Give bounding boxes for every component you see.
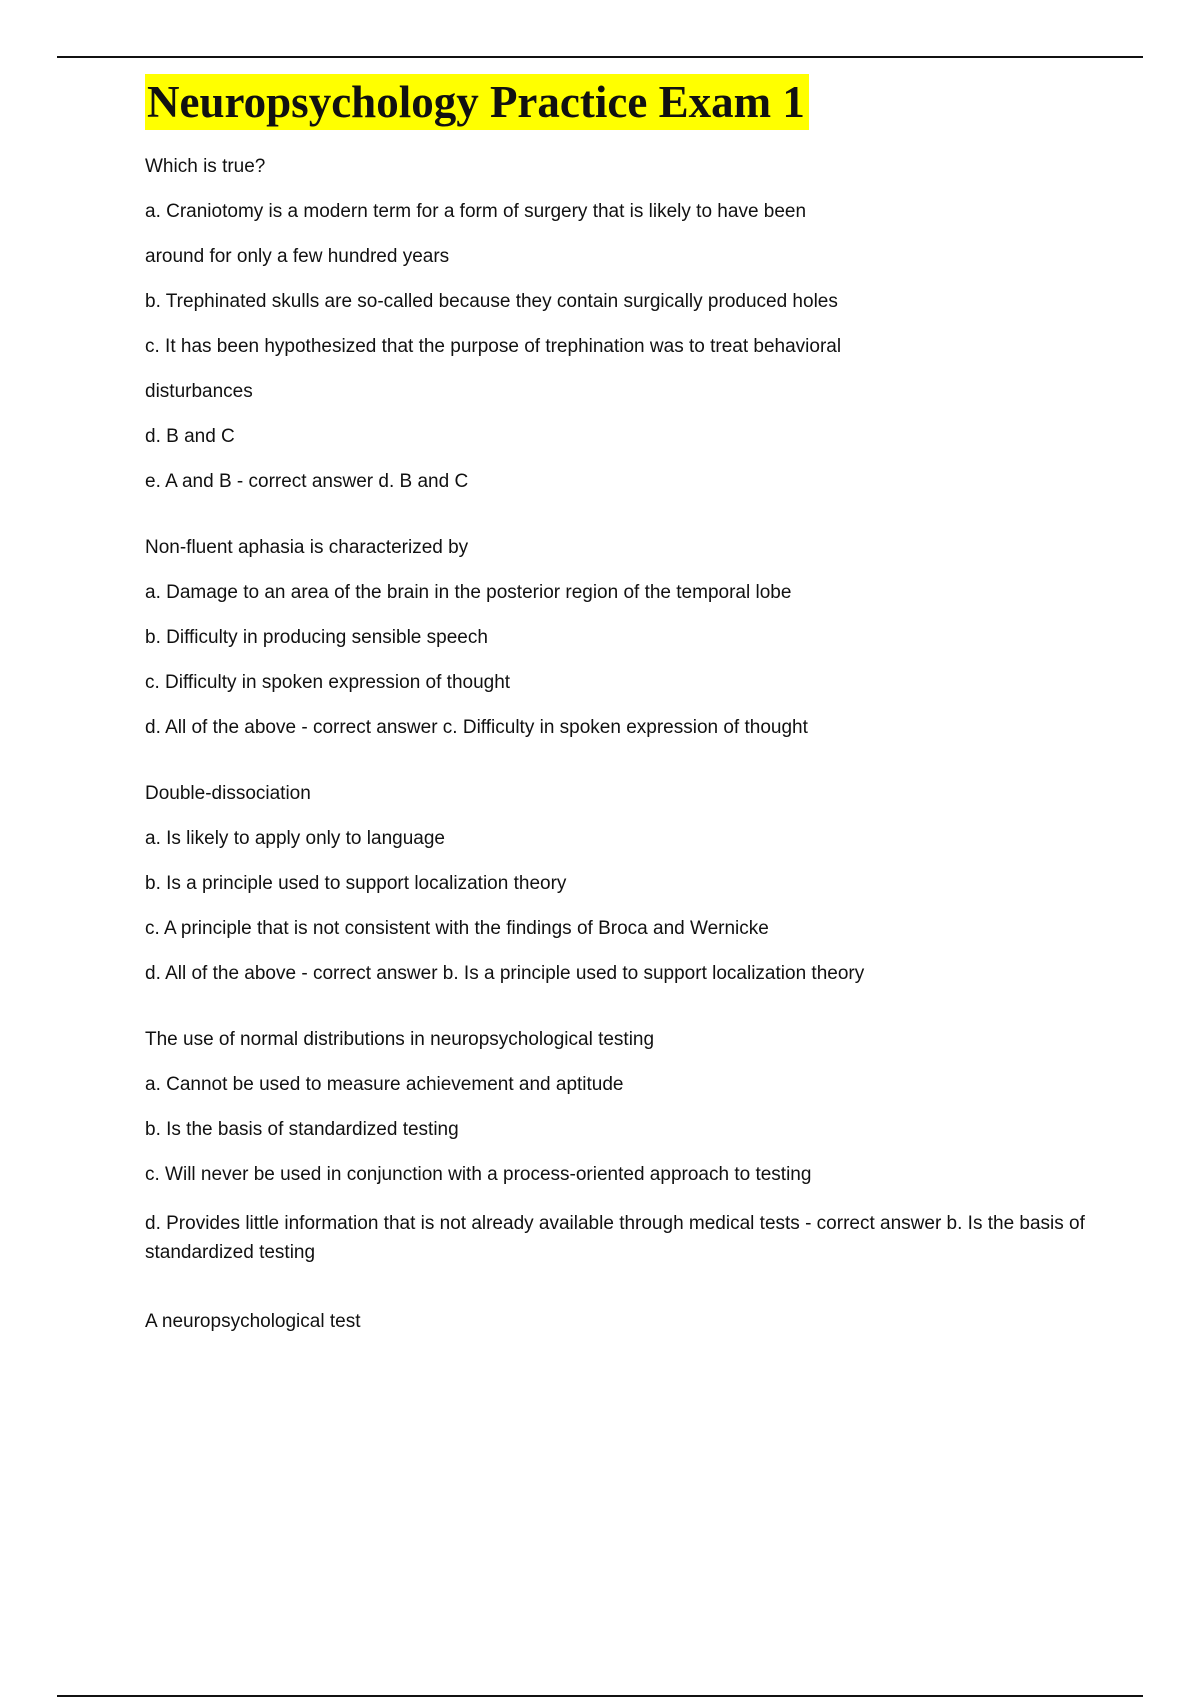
answer-option: b. Difficulty in producing sensible speech bbox=[145, 627, 488, 648]
answer-option: a. Cannot be used to measure achievement and aptitude bbox=[145, 1074, 624, 1095]
answer-option: c. Will never be used in conjunction with a process-oriented approach to testing bbox=[145, 1164, 812, 1185]
question-text: Non-fluent aphasia is characterized by bbox=[145, 537, 469, 558]
document-body bbox=[145, 74, 1085, 1356]
answer-option: a. Is likely to apply only to language bbox=[145, 828, 445, 849]
answer-option: a. Craniotomy is a modern term for a form of surgery that is likely to have been bbox=[145, 201, 807, 222]
answer-option: b. Trephinated skulls are so-called because they contain surgically produced holes bbox=[145, 291, 838, 312]
answer-option: d. B and C bbox=[145, 426, 235, 447]
question-text: Which is true? bbox=[145, 156, 266, 177]
question-block bbox=[145, 537, 1085, 739]
answer-option: c. A principle that is not consistent with the findings of Broca and Wernicke bbox=[145, 918, 769, 939]
answer-option: c. Difficulty in spoken expression of thought bbox=[145, 672, 511, 693]
question-block bbox=[145, 1029, 1085, 1267]
question-text: Double-dissociation bbox=[145, 783, 311, 804]
answer-option-with-correct-answer: e. A and B - correct answer d. B and C bbox=[145, 471, 469, 492]
answer-option: b. Is a principle used to support localization theory bbox=[145, 873, 567, 894]
answer-option-continued: disturbances bbox=[145, 381, 253, 402]
question-block bbox=[145, 1311, 1085, 1333]
answer-option-with-correct-answer: d. Provides little information that is not already available through medical tests - correct answer b. Is the basis of standardized testing bbox=[145, 1213, 1085, 1263]
answer-option: b. Is the basis of standardized testing bbox=[145, 1119, 459, 1140]
bottom-rule bbox=[57, 1695, 1143, 1697]
question-text: A neuropsychological test bbox=[145, 1311, 361, 1332]
answer-option-with-correct-answer: d. All of the above - correct answer b. Is a principle used to support localization theory bbox=[145, 963, 865, 984]
top-rule bbox=[57, 56, 1143, 58]
question-block bbox=[145, 783, 1085, 985]
answer-option-continued: around for only a few hundred years bbox=[145, 246, 450, 267]
answer-option: a. Damage to an area of the brain in the posterior region of the temporal lobe bbox=[145, 582, 792, 603]
answer-option-with-correct-answer: d. All of the above - correct answer c. Difficulty in spoken expression of thought bbox=[145, 717, 808, 738]
question-block bbox=[145, 156, 1085, 493]
document-title: Neuropsychology Practice Exam 1 bbox=[145, 74, 809, 130]
answer-option: c. It has been hypothesized that the purpose of trephination was to treat behavioral bbox=[145, 336, 842, 357]
question-text: The use of normal distributions in neuropsychological testing bbox=[145, 1029, 655, 1050]
